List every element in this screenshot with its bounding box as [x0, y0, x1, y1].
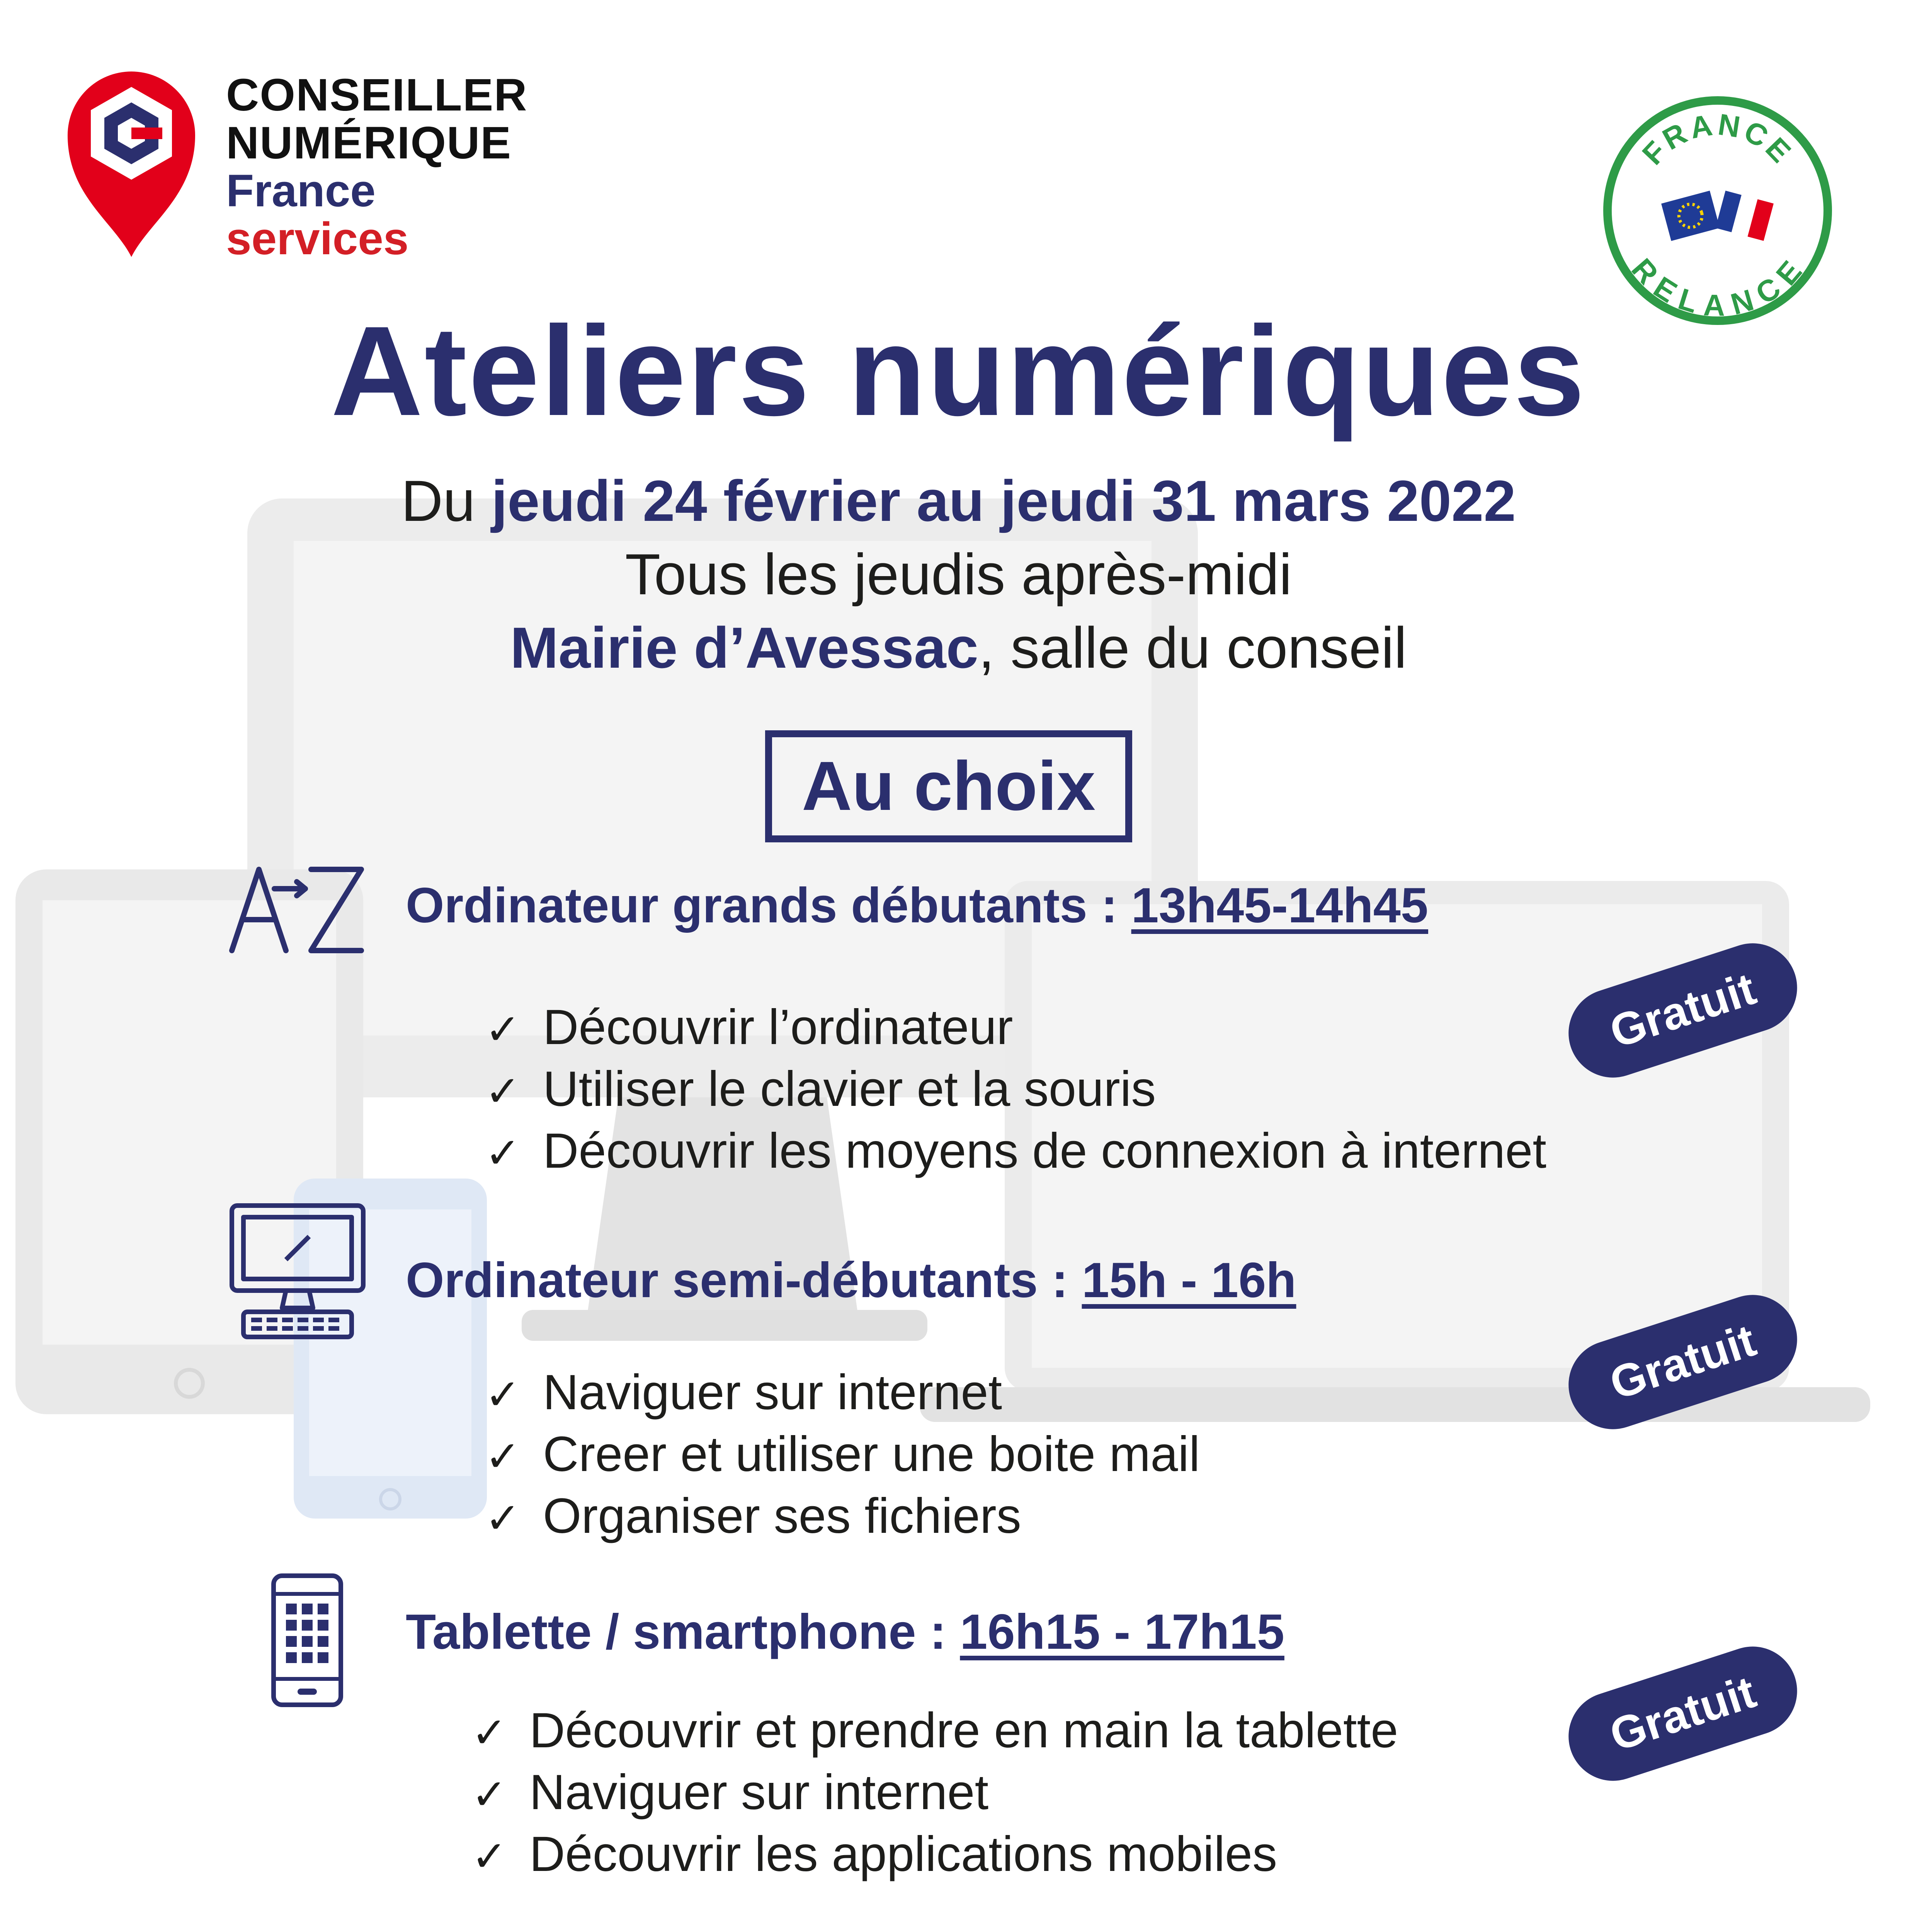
section-1-label: Ordinateur grands débutants : — [406, 878, 1131, 933]
choice-box: Au choix — [765, 730, 1132, 842]
list-item — [485, 1122, 1546, 1179]
list-item-text: Utiliser le clavier et la souris — [543, 1061, 1156, 1117]
list-item — [471, 1702, 1398, 1759]
list-item-text: Organiser ses fichiers — [543, 1488, 1021, 1544]
location-rest: , salle du conseil — [978, 615, 1407, 680]
list-item-text: Naviguer sur internet — [529, 1765, 989, 1820]
check-icon: ✓ — [471, 1709, 507, 1757]
list-item-text: Découvrir et prendre en main la tablette — [529, 1703, 1398, 1758]
conseiller-numerique-brand — [226, 71, 528, 263]
check-icon: ✓ — [471, 1771, 507, 1818]
list-item-text: Creer et utiliser une boite mail — [543, 1427, 1200, 1482]
france-relance-logo-icon — [1600, 93, 1835, 328]
section-3-title — [406, 1604, 1284, 1660]
section-2-free-badge: Gratuit — [1557, 1283, 1808, 1440]
check-icon: ✓ — [485, 1433, 521, 1480]
list-item-text: Découvrir les applications mobiles — [529, 1827, 1277, 1882]
list-item — [471, 1764, 988, 1821]
conseiller-numerique-logo-icon — [68, 71, 195, 265]
relance-bottom-text: RELANCE — [1625, 252, 1810, 323]
az-icon — [228, 862, 367, 958]
brand-line-4: services — [226, 213, 409, 264]
check-icon: ✓ — [471, 1833, 507, 1880]
list-item-text: Découvrir les moyens de connexion à internet — [543, 1123, 1546, 1179]
date-range-value: jeudi 24 février au jeudi 31 mars 2022 — [491, 468, 1516, 533]
list-item — [485, 1488, 1021, 1544]
schedule-text: Tous les jeudis après-midi — [625, 542, 1292, 607]
section-3-time: 16h15 - 17h15 — [960, 1604, 1284, 1660]
check-icon: ✓ — [485, 1495, 521, 1542]
section-1-title — [406, 877, 1428, 934]
section-2-time: 15h - 16h — [1082, 1253, 1296, 1308]
section-2-label: Ordinateur semi-débutants : — [406, 1253, 1082, 1308]
section-1-time: 13h45-14h45 — [1131, 878, 1428, 933]
page-title: Ateliers numériques — [331, 299, 1586, 442]
location — [0, 614, 1917, 681]
section-3-label: Tablette / smartphone : — [406, 1604, 960, 1660]
section-2-title — [406, 1252, 1296, 1309]
list-item — [485, 999, 1013, 1056]
brand-line-1: CONSEILLER — [226, 70, 528, 121]
list-item — [471, 1826, 1277, 1883]
date-prefix: Du — [401, 468, 492, 533]
location-place: Mairie d’Avessac — [510, 615, 978, 680]
check-icon: ✓ — [485, 1068, 521, 1115]
check-icon: ✓ — [485, 1129, 521, 1177]
smartphone-icon — [270, 1573, 344, 1708]
list-item — [485, 1061, 1156, 1117]
brand-line-2: NUMÉRIQUE — [226, 117, 512, 168]
list-item — [485, 1364, 1002, 1421]
list-item-text: Découvrir l’ordinateur — [543, 1000, 1013, 1055]
section-3-free-badge: Gratuit — [1557, 1635, 1808, 1792]
brand-line-3: France — [226, 165, 376, 216]
computer-icon — [228, 1202, 367, 1341]
list-item-text: Naviguer sur internet — [543, 1365, 1002, 1420]
section-1-free-badge: Gratuit — [1557, 932, 1808, 1089]
check-icon: ✓ — [485, 1371, 521, 1418]
date-range — [0, 468, 1917, 534]
check-icon: ✓ — [485, 1006, 521, 1053]
relance-top-text: FRANCE — [1635, 107, 1800, 172]
list-item — [485, 1426, 1200, 1483]
